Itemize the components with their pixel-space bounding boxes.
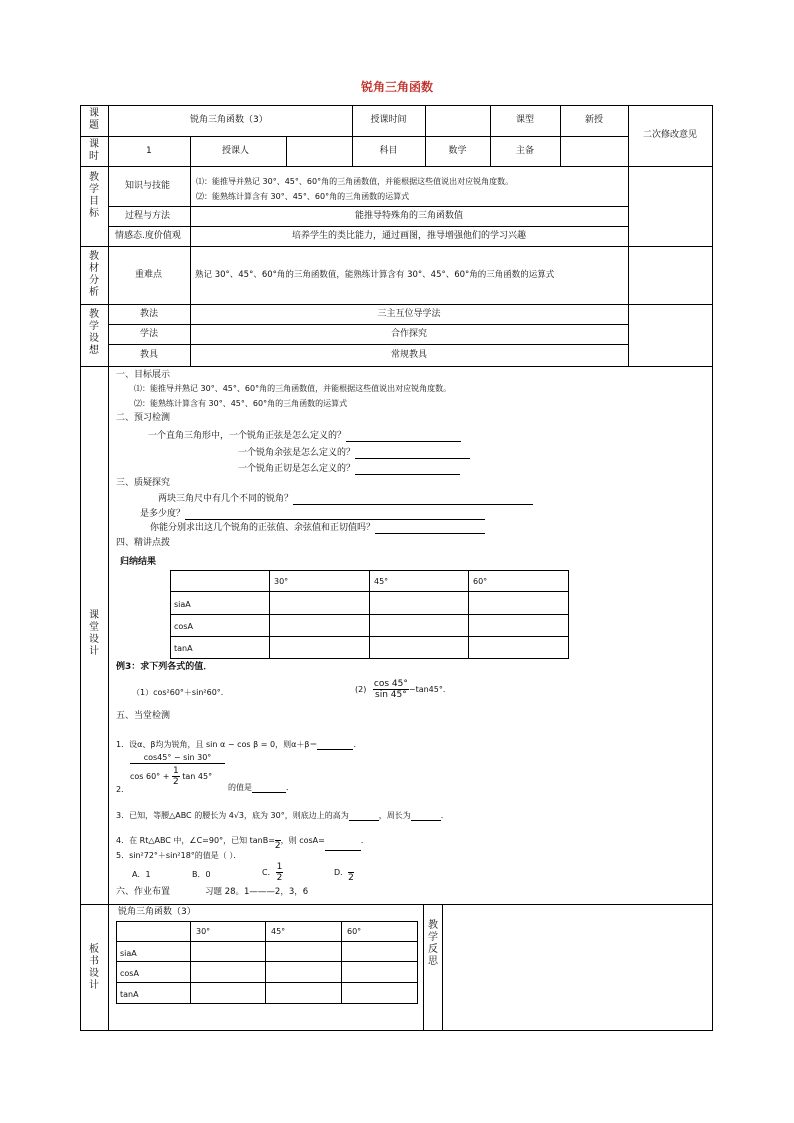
- example-label: 例3：求下列各式的值．: [116, 662, 213, 672]
- board-header-30: 30°: [196, 927, 211, 936]
- goal-item-2: ⑵：能熟练计算含有 30°、45°、60°角的三角函数的运算式: [134, 399, 348, 408]
- test-3: 3．已知，等腰△ABC 的腰长为 4√3，底为 30°，则底边上的高为 ，周长为 ．: [116, 811, 449, 820]
- goals-label: 教学目标: [89, 172, 99, 219]
- tools-label: 教具: [140, 350, 159, 360]
- question-tangent: 一个锐角正切是怎么定义的？: [238, 464, 460, 475]
- question-degrees: 是多少度？: [140, 509, 485, 520]
- time-label: 授课时间: [370, 115, 407, 125]
- type-value: 新授: [584, 115, 603, 125]
- summary-row-cos: cosA: [174, 622, 193, 631]
- test-5: 5．sin²72°＋sin²18°的值是（ ）．: [116, 851, 242, 860]
- option-b: B．0: [192, 870, 211, 879]
- process-label: 过程与方法: [125, 211, 171, 221]
- process-value: 能推导特殊角的三角函数值: [354, 211, 463, 221]
- board-row-sin: siaA: [120, 949, 137, 958]
- board-label: 板书设计: [89, 944, 99, 991]
- analysis-label: 教材分析: [89, 251, 99, 298]
- test-2-number: 2．: [116, 785, 130, 794]
- type-label: 课型: [515, 115, 534, 125]
- section-explore: 三、质疑探究: [116, 478, 171, 488]
- section-homework: 六、作业布置: [116, 887, 171, 897]
- classroom-label: 课堂设计: [89, 610, 99, 657]
- topic-value: 锐角三角函数（3）: [190, 115, 268, 125]
- subject-label: 科目: [379, 146, 398, 156]
- knowledge-label: 知识与技能: [125, 181, 171, 191]
- summary-header-30: 30°: [274, 577, 289, 586]
- revision-label: 二次修改意见: [642, 130, 697, 140]
- emotion-label: 情感态.度价值观: [115, 231, 181, 241]
- summary-header-45: 45°: [374, 577, 389, 586]
- hours-value: 1: [146, 146, 152, 156]
- section-explain: 四、精讲点拨: [116, 538, 171, 548]
- summary-header-60: 60°: [473, 577, 488, 586]
- row-label-topic: 课题: [89, 108, 99, 131]
- option-c: C． $\frac{1}{2}$: [262, 862, 283, 883]
- section-goals: 一、目标展示: [116, 370, 171, 380]
- emotion-value: 培养学生的类比能力，通过画图，推导增强他们的学习兴趣: [291, 231, 526, 241]
- reflection-label: 教学反思: [428, 920, 438, 967]
- teacher-label: 授课人: [222, 146, 250, 156]
- section-check: 五、当堂检测: [116, 711, 171, 721]
- tools-value: 常规教具: [390, 350, 427, 360]
- subject-value: 数学: [448, 146, 467, 156]
- board-table: [116, 921, 418, 1004]
- section-preview: 二、预习检测: [116, 413, 171, 423]
- summary-table: [170, 570, 569, 659]
- method-label: 教法: [140, 309, 159, 319]
- prep-label: 主备: [515, 146, 534, 156]
- test-2-tail: 的值是 ．: [228, 783, 294, 792]
- knowledge-item-2: ⑵：能熟练计算含有 30°、45°、60°角的三角函数的运算式: [196, 192, 410, 201]
- study-label: 学法: [140, 329, 159, 339]
- summary-label: 归纳结果: [120, 557, 157, 567]
- board-row-tan: tanA: [120, 990, 139, 999]
- study-value: 合作探究: [390, 329, 427, 339]
- summary-row-sin: siaA: [174, 600, 191, 609]
- test-4: 4．在 Rt△ABC 中，∠C=90°，已知 tanB= 2 ，则 cosA= ．: [116, 830, 369, 851]
- question-angles: 两块三角尺中有几个不同的锐角？: [158, 494, 533, 505]
- test-2-expression: cos45° − sin 30° cos 60° + $\frac{1}{2}$ tan 45°: [130, 752, 225, 787]
- knowledge-item-1: ⑴：能推导并熟记 30°、45°、60°角的三角函数值，并能根据这些值说出对应锐角度数。: [196, 177, 514, 186]
- board-header-60: 60°: [347, 927, 362, 936]
- option-d: D． 2: [334, 862, 354, 883]
- key-label: 重难点: [135, 270, 163, 280]
- row-label-hours: 课时: [89, 139, 99, 162]
- design-label: 教学设想: [89, 309, 99, 356]
- question-cosine: 一个锐角余弦是怎么定义的？: [238, 448, 470, 459]
- key-value: 熟记 30°、45°、60°角的三角函数值，能熟练计算含有 30°、45°、60°角的三角函数的运算式: [195, 270, 555, 280]
- test-1: 1．设α、β均为锐角，且 sin α − cos β = 0，则α＋β＝ ．: [116, 740, 362, 749]
- board-header-45: 45°: [271, 927, 286, 936]
- board-title: 锐角三角函数（3）: [118, 907, 196, 917]
- question-sine: 一个直角三角形中，一个锐角正弦是怎么定义的？: [148, 431, 461, 442]
- page-title: 锐角三角函数: [360, 80, 433, 94]
- goal-item-1: ⑴：能推导并熟记 30°、45°、60°角的三角函数值，并能根据这些值说出对应锐角度数。: [134, 384, 452, 393]
- option-a: A．1: [132, 870, 151, 879]
- board-row-cos: cosA: [120, 969, 139, 978]
- summary-row-tan: tanA: [174, 644, 193, 653]
- method-value: 三主互位导学法: [377, 309, 441, 319]
- example-1: （1）cos²60°＋sin²60°．: [132, 688, 229, 697]
- homework-value: 习题 28。1———2，3，6: [205, 887, 309, 897]
- question-values: 你能分别求出这几个锐角的正弦值、余弦值和正切值吗？: [150, 523, 485, 534]
- example-2: (2) $\frac{\cos 45^\circ}{\sin 45^\circ}$ −tan45°．: [355, 679, 451, 700]
